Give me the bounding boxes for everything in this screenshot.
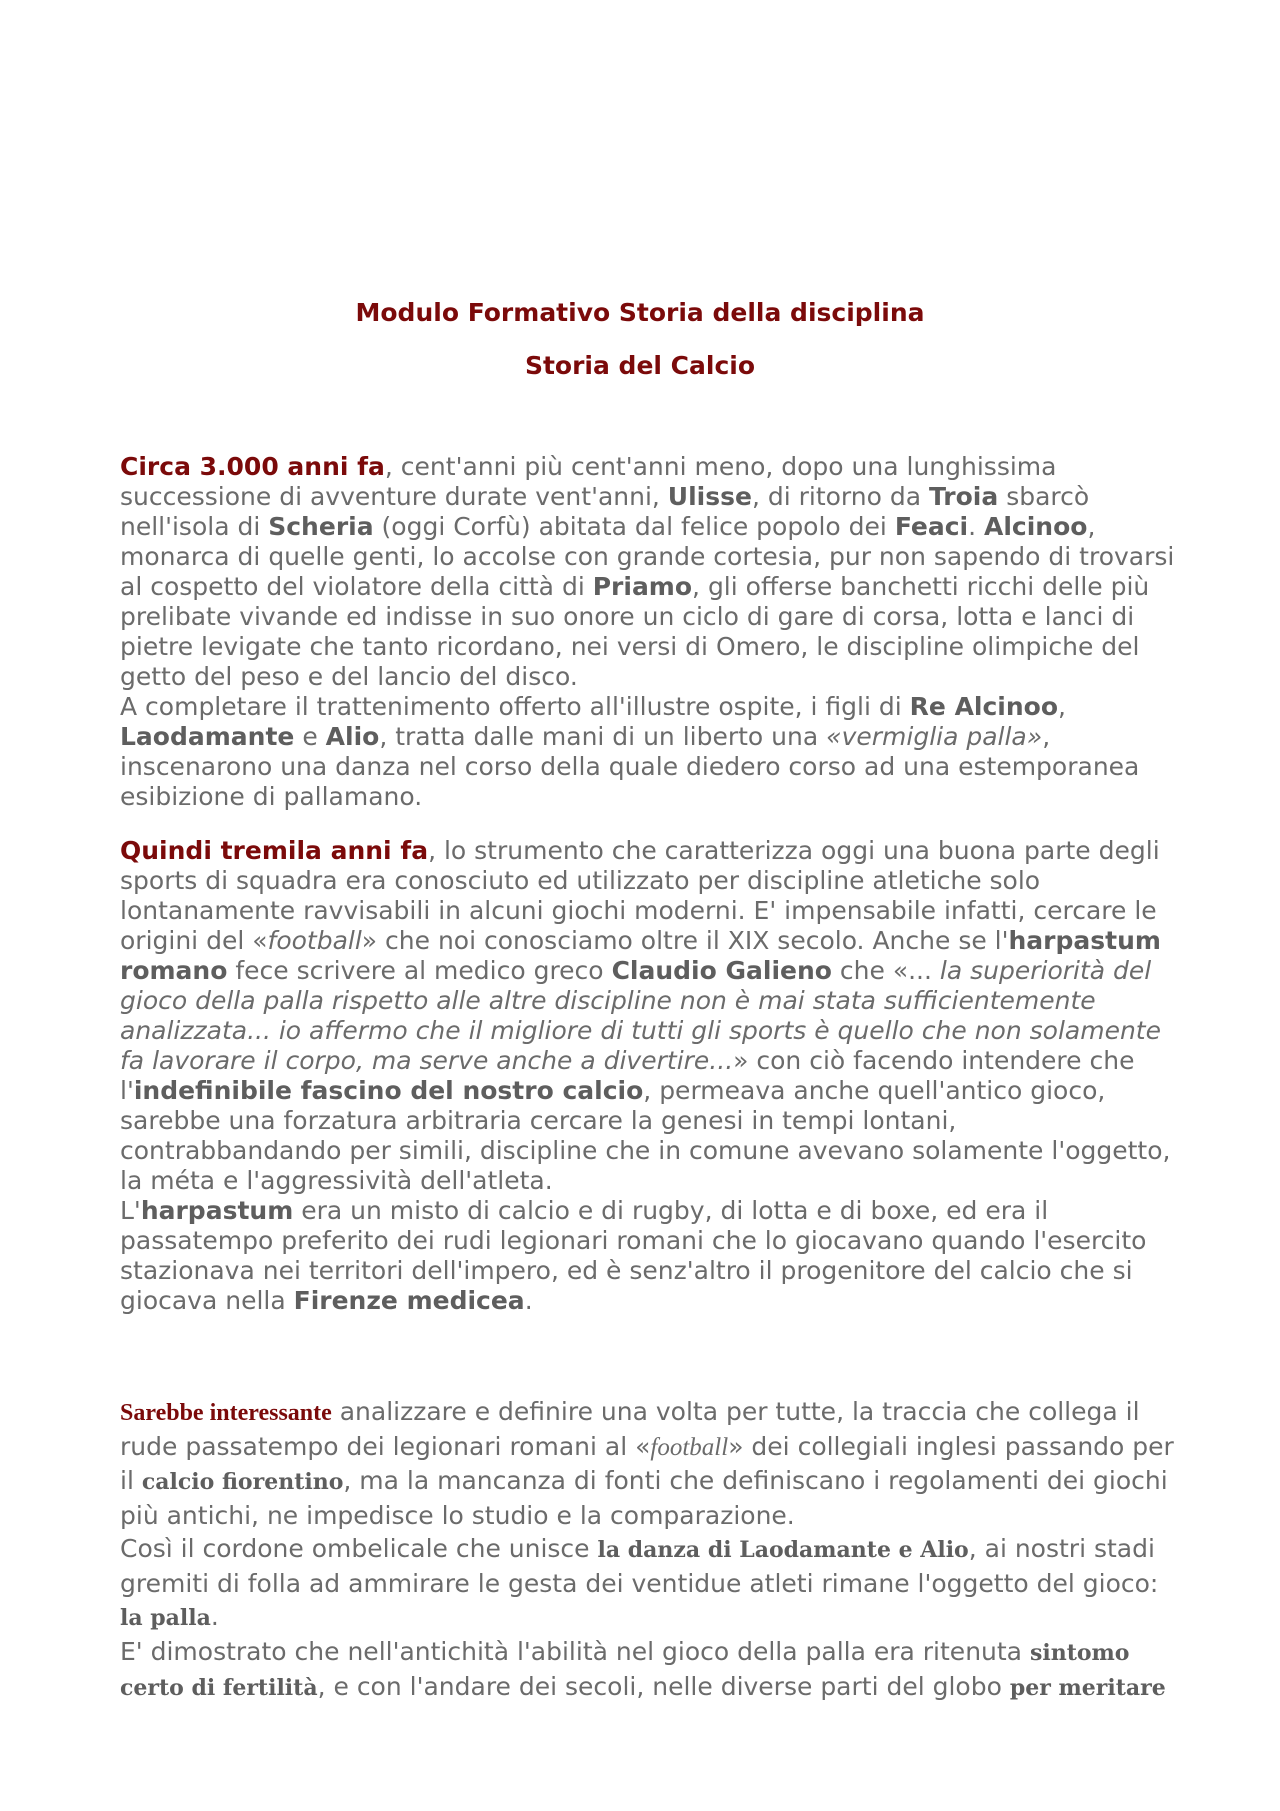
line-break-group (120, 1635, 1180, 1705)
lead-phrase: Sarebbe interessante (120, 1400, 332, 1426)
text-run: , (1058, 692, 1066, 721)
line-break-group (120, 692, 1180, 812)
keyword: harpastum romano (120, 926, 1161, 985)
italic-phrase: football (650, 1434, 729, 1461)
text-run: Così il cordone ombelicale che unisce (120, 1534, 598, 1563)
text-run: , permeava anche quell'antico gioco, sarebbe una forzatura arbitraria cercare la genesi in tempi lontani, contrabbandando per simili, discipline che in comune avevano solamente l'oggetto, la méta e l'aggressività dell'atleta. (120, 1076, 1171, 1195)
text-run: . (968, 512, 984, 541)
keyword: Claudio Galieno (611, 956, 832, 985)
text-run: , inscenarono una danza nel corso della quale diedero corso ad una estemporanea esibizione di pallamano. (120, 722, 1140, 811)
keyword: Firenze medicea (293, 1286, 525, 1315)
text-run: L' (120, 1196, 141, 1225)
text-run: , gli offerse banchetti ricchi delle più prelibate vivande ed indisse in suo onore un ciclo di gare di corsa, lotta e lanci di pietre levigate che tanto ricordano, nei versi di Omero, le discipline olimpiche del getto del peso e del lancio del disco. (120, 572, 1150, 691)
text-run: . (524, 1286, 533, 1315)
text-run: » con ciò facendo intendere che l' (120, 1046, 1135, 1105)
page-title: Storia del Calcio (524, 351, 756, 380)
text-run: » che noi conosciamo oltre il XIX secolo. Anche se l' (361, 926, 1009, 955)
text-run: , di ritorno da (751, 482, 929, 511)
text-run: , monarca di quelle genti, lo accolse con grande cortesia, pur non sapendo di trovarsi al cospetto del violatore della città di (120, 512, 1175, 601)
keyword: sintomo certo di fertilità (120, 1640, 1130, 1701)
text-run: che «... (831, 956, 940, 985)
keyword: Scheria (268, 512, 374, 541)
keyword: indefinibile fascino del nostro calcio (133, 1076, 644, 1105)
keyword: la palla (120, 1605, 211, 1631)
text-run: A completare il trattenimento offerto all'illustre ospite, i figli di (120, 692, 910, 721)
keyword: Alio (325, 722, 380, 751)
italic-phrase: «vermiglia palla» (826, 722, 1043, 751)
keyword: Alcinoo (984, 512, 1088, 541)
line-break-group (120, 1532, 1180, 1635)
text-run: analizzare e definire una volta per tutte, la traccia che collega il rude passatempo dei legionari romani al « (120, 1397, 1140, 1461)
keyword: Priamo (592, 572, 693, 601)
text-run: . (210, 1602, 219, 1631)
keyword: harpastum (140, 1196, 294, 1225)
keyword: Ulisse (667, 482, 752, 511)
text-run: , e con l'andare dei secoli, nelle diverse parti del globo (317, 1672, 1010, 1701)
galieno-quote: la superiorità del gioco della palla rispetto alle altre discipline non è mai stata sufficientemente analizzata... io affermo che il migliore di tutti gli sports è quello che non solamente fa lavorare il corpo, ma serve anche a divertire... (120, 956, 1161, 1075)
text-run: (oggi Corfù) abitata dal felice popolo dei (373, 512, 895, 541)
keyword: Troia (929, 482, 999, 511)
lead-phrase: Quindi tremila anni fa (120, 836, 429, 865)
keyword: per meritare (1009, 1675, 1166, 1701)
text-run: e (294, 722, 326, 751)
text-run: E' dimostrato che nell'antichità l'abilità nel gioco della palla era ritenuta (120, 1637, 1030, 1666)
text-run: era un misto di calcio e di rugby, di lotta e di boxe, ed era il passatempo preferito dei rudi legionari romani che lo giocavano quando l'esercito stazionava nei territori dell'impero, ed è senz'altro il progenitore del calcio che si giocava nella (120, 1196, 1147, 1315)
lead-phrase: Circa 3.000 anni fa (120, 452, 385, 481)
paragraph-ulisse (120, 452, 1180, 812)
text-run: , ai nostri stadi gremiti di folla ad ammirare le gesta dei ventidue atleti rimane l'oggetto del gioco: (120, 1534, 1159, 1598)
keyword: Feaci (894, 512, 969, 541)
paragraph-traccia (120, 1395, 1180, 1705)
italic-phrase: football (267, 926, 362, 955)
keyword: Laodamante (120, 722, 295, 751)
paragraph-harpastum (120, 836, 1180, 1316)
text-run: sbarcò nell'isola di (120, 482, 1090, 541)
keyword: Re Alcinoo (909, 692, 1059, 721)
text-run: , cent'anni più cent'anni meno, dopo una lunghissima successione di avventure durate vent'anni, (120, 452, 1057, 511)
text-run: » dei collegiali inglesi passando per il (120, 1432, 1174, 1495)
text-run: fece scrivere al medico greco (227, 956, 612, 985)
module-title: Modulo Formativo Storia della disciplina (355, 298, 925, 327)
text-run: , lo strumento che caratterizza oggi una buona parte degli sports di squadra era conosciuto ed utilizzato per discipline atletiche solo lontanamente ravvisabili in alcuni giochi moderni. E' impensabile infatti, cercare le origini del « (120, 836, 1160, 955)
line-break-group (120, 1196, 1180, 1316)
keyword: calcio fiorentino (141, 1469, 344, 1495)
text-run: , tratta dalle mani di un liberto una (379, 722, 827, 751)
text-run: , ma la mancanza di fonti che definiscano i regolamenti dei giochi più antichi, ne impedisce lo studio e la comparazione. (120, 1466, 1168, 1530)
keyword: la danza di Laodamante e Alio (597, 1537, 969, 1563)
